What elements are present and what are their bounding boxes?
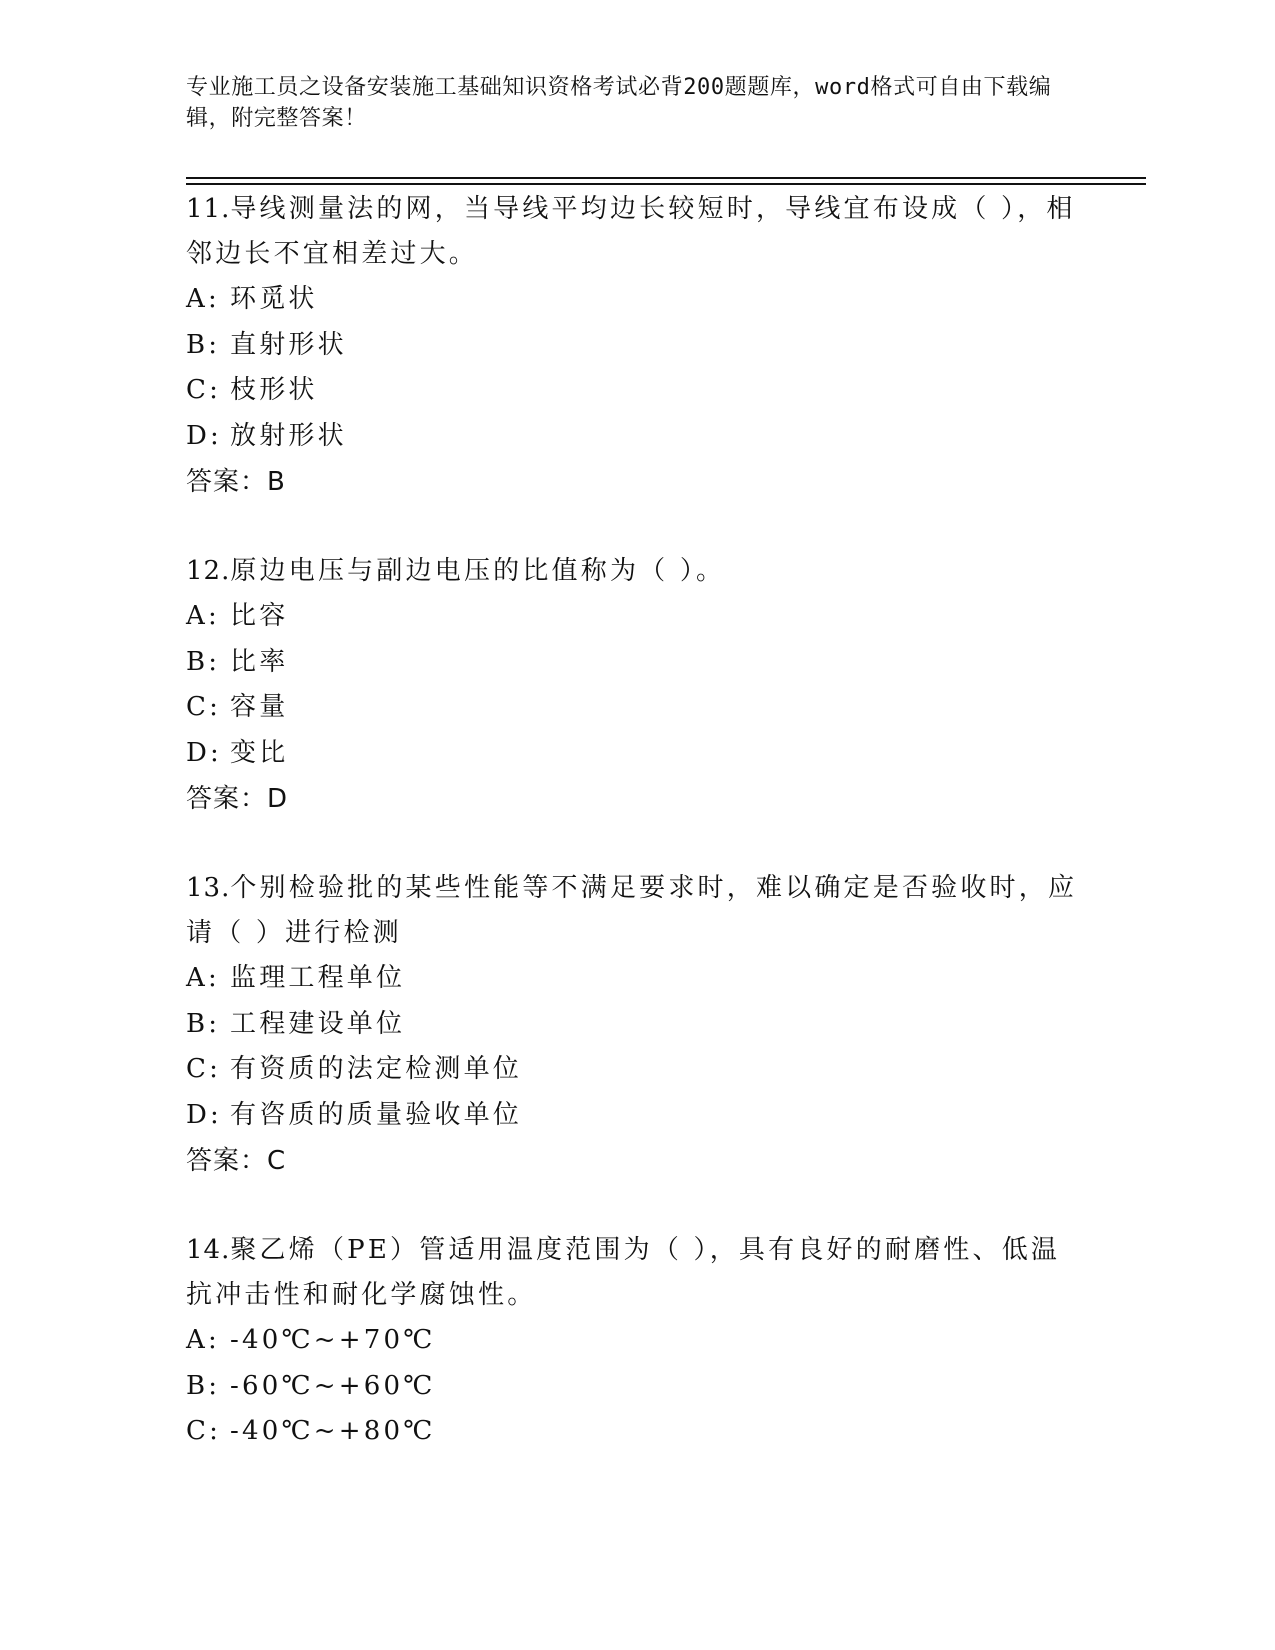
option-text: 放射形状	[230, 420, 347, 451]
option-c	[186, 685, 1086, 731]
option-key: C:	[186, 692, 222, 722]
option-key: A:	[186, 284, 220, 314]
question-stem	[186, 1228, 1086, 1318]
question-stem	[186, 549, 1086, 594]
option-text: 容量	[230, 692, 289, 722]
option-text: -40℃~+70℃	[230, 1325, 436, 1355]
question-text: 聚乙烯（PE）管适用温度范围为（ ），具有良好的耐磨性、低温抗冲击性和耐化学腐蚀性。	[186, 1235, 1061, 1310]
header-title: 专业施工员之设备安装施工基础知识资格考试必背200题题库，word格式可自由下载编辑，附完整答案！	[186, 75, 1052, 131]
question-number: 14.	[186, 1235, 231, 1265]
option-text: -60℃~+60℃	[230, 1370, 436, 1401]
question-list	[186, 187, 1086, 1499]
question-number: 13.	[186, 873, 231, 903]
option-c	[186, 1409, 1086, 1455]
answer-label: 答案：	[186, 1146, 268, 1176]
question-stem	[186, 187, 1086, 277]
option-text: 比率	[230, 646, 289, 677]
question-text: 导线测量法的网，当导线平均边长较短时，导线宜布设成（ ），相邻边长不宜相差过大。	[186, 194, 1076, 269]
option-key: D:	[186, 1099, 223, 1130]
option-text: 有资质的法定检测单位	[230, 1054, 523, 1084]
document-header	[186, 72, 1066, 134]
option-text: 有咨质的质量验收单位	[230, 1099, 523, 1130]
option-text: 环觅状	[230, 284, 318, 314]
option-text: 比容	[230, 601, 289, 631]
option-c	[186, 1047, 1086, 1093]
option-text: 枝形状	[230, 375, 318, 405]
question-stem	[186, 866, 1086, 956]
question-text: 个别检验批的某些性能等不满足要求时，难以确定是否验收时，应请（ ）进行检测	[186, 873, 1078, 948]
answer-line	[186, 1138, 1086, 1184]
header-divider-line	[186, 177, 1146, 179]
option-key: D:	[186, 420, 223, 451]
option-d	[186, 414, 1086, 460]
option-key: A:	[186, 601, 220, 631]
option-text: 直射形状	[230, 329, 347, 360]
option-key: B:	[186, 1008, 221, 1039]
option-key: A:	[186, 1325, 220, 1355]
option-a	[186, 956, 1086, 1002]
option-key: B:	[186, 329, 221, 360]
answer-label: 答案：	[186, 784, 268, 814]
answer-value: C	[267, 1146, 287, 1176]
answer-line	[186, 776, 1086, 822]
answer-line	[186, 459, 1086, 505]
question-text: 原边电压与副边电压的比值称为（ ）。	[230, 556, 726, 586]
option-a	[186, 277, 1086, 323]
option-key: C:	[186, 1416, 222, 1446]
option-a	[186, 1318, 1086, 1364]
question-13	[186, 866, 1086, 1184]
option-b	[186, 1002, 1086, 1048]
answer-value: B	[267, 467, 286, 497]
option-b	[186, 323, 1086, 369]
option-text: 变比	[230, 737, 289, 768]
option-a	[186, 594, 1086, 640]
option-key: C:	[186, 1054, 222, 1084]
option-text: -40℃~+80℃	[230, 1416, 436, 1446]
option-key: A:	[186, 963, 220, 993]
option-key: C:	[186, 375, 222, 405]
option-c	[186, 368, 1086, 414]
option-key: D:	[186, 737, 223, 768]
question-number: 11.	[186, 194, 231, 224]
option-key: B:	[186, 646, 221, 677]
option-b	[186, 640, 1086, 686]
question-11	[186, 187, 1086, 505]
option-d	[186, 1093, 1086, 1139]
option-text: 监理工程单位	[230, 963, 406, 993]
question-12	[186, 549, 1086, 822]
option-b	[186, 1364, 1086, 1410]
option-text: 工程建设单位	[230, 1008, 406, 1039]
option-key: B:	[186, 1370, 221, 1401]
option-d	[186, 731, 1086, 777]
question-14	[186, 1228, 1086, 1455]
answer-value: D	[267, 784, 289, 814]
question-number: 12.	[186, 556, 231, 586]
header-divider-line-secondary	[186, 183, 1146, 185]
answer-label: 答案：	[186, 467, 268, 497]
